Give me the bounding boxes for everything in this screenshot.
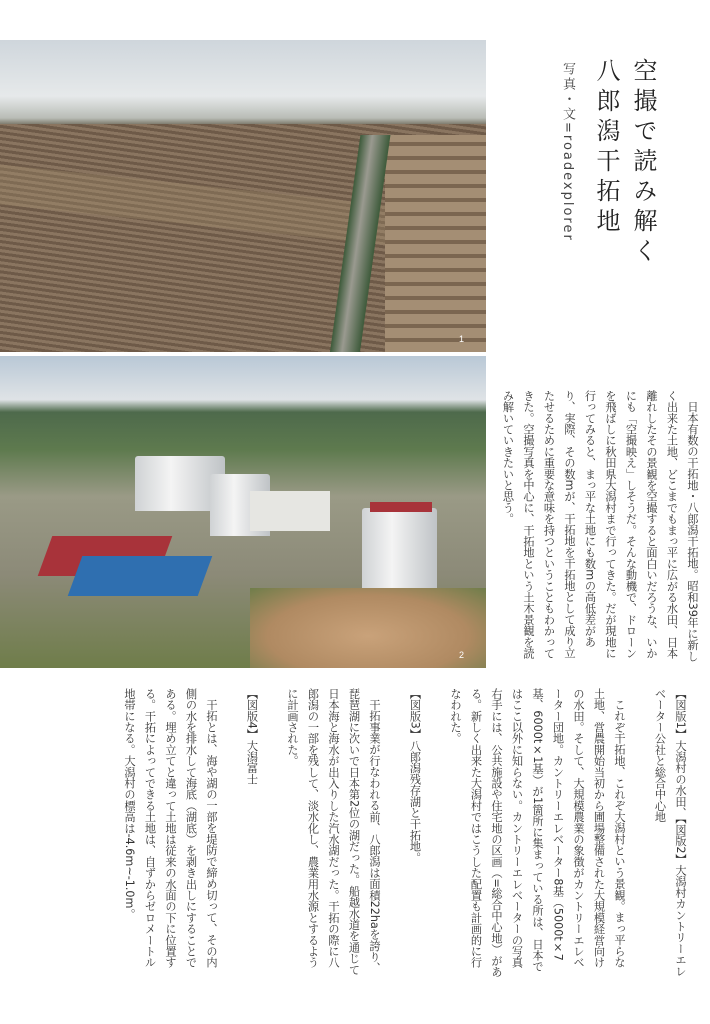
- aerial-photo-rice-fields: [0, 40, 486, 352]
- intro-text-column: [497, 390, 702, 662]
- article-title-line2: 八郎潟干拓地: [592, 58, 620, 238]
- section-paragraph: 干拓事業が行なわれる前、八郎潟は面積22haを誇り、琵琶湖に次いで日本第2位の湖だった。船越水道を通じて日本海と海水が出入りした汽水湖だった。干拓の際に八郎潟の一部を残して、淡水化し、農業用水源とするように計画された。: [286, 688, 381, 976]
- photo-number: 1: [458, 334, 464, 344]
- figure-caption: 【図版4】大潟富士: [245, 688, 259, 785]
- aerial-photo-country-elevator: [0, 356, 486, 668]
- photo-building-blue-roof: [68, 556, 213, 596]
- photo-warehouse: [250, 491, 330, 531]
- section-paragraph: 干拓とは、海や湖の一部を堤防で締め切って、その内側の水を排水して海底（湖底）を剥き出しにすることである。埋め立てと違って土地は従来の水面の下に位置する。干拓によってできる土地は、自ずからゼロメートル地帯になる。大潟村の標高は-4.6m~-1.0m。: [123, 688, 218, 968]
- section-paragraph: これぞ干拓地、これぞ大潟村という景観。まっ平らな土地、営農開始当初から圃場整備された大規模経営向けの水田。そして、大規模農業の象徴がカントリーエレベーター団地。カントリーエレベーター8基（5000t×7基、6000t×1基）が1箇所に集まっている所は、日本ではここ以外に知らない。カントリーエレベーターの写真右手には、公共施設や住宅地の区画（=総合中心地）がある。新しく出来た大潟村ではこうした配置も計画的に行なわれた。: [449, 688, 626, 978]
- body-text-columns: [99, 688, 691, 978]
- photo-silo-roof: [370, 502, 432, 512]
- photo-sand-pit: [250, 588, 486, 668]
- figure-caption: 【図版3】八郎潟残存湖と干拓地。: [408, 688, 422, 864]
- photo-number: 2: [458, 650, 464, 660]
- byline: 写真・文=roadexplorer: [560, 62, 575, 242]
- photo-right-fields: [385, 135, 486, 352]
- article-title-line1: 空撮で読み解く: [629, 58, 657, 268]
- intro-paragraph: 日本有数の干拓地・八郎潟干拓地。昭和39年に新しく出来た土地、どこまでもまっ平に広がる水田、日本離れしたその景観を空撮すると面白いだろうな、いかにも「空撮映え」しそうだ。そんな動機で、ドローンを飛ばしに秋田県大潟村まで行ってきた。だが現地に行ってみると、まっ平な土地にも数mの高低差があり、実際、その数mが、干拓地を干拓地として成り立たせるために重要な意味を持つということもわかってきた。空撮写真を中心に、干拓地という土木景観を読み解いていきたいと思う。: [501, 390, 699, 662]
- figure-caption: 【図版1】大潟村の水田、【図版2】大潟村カントリーエレベーター公社と総合中心地: [653, 688, 687, 977]
